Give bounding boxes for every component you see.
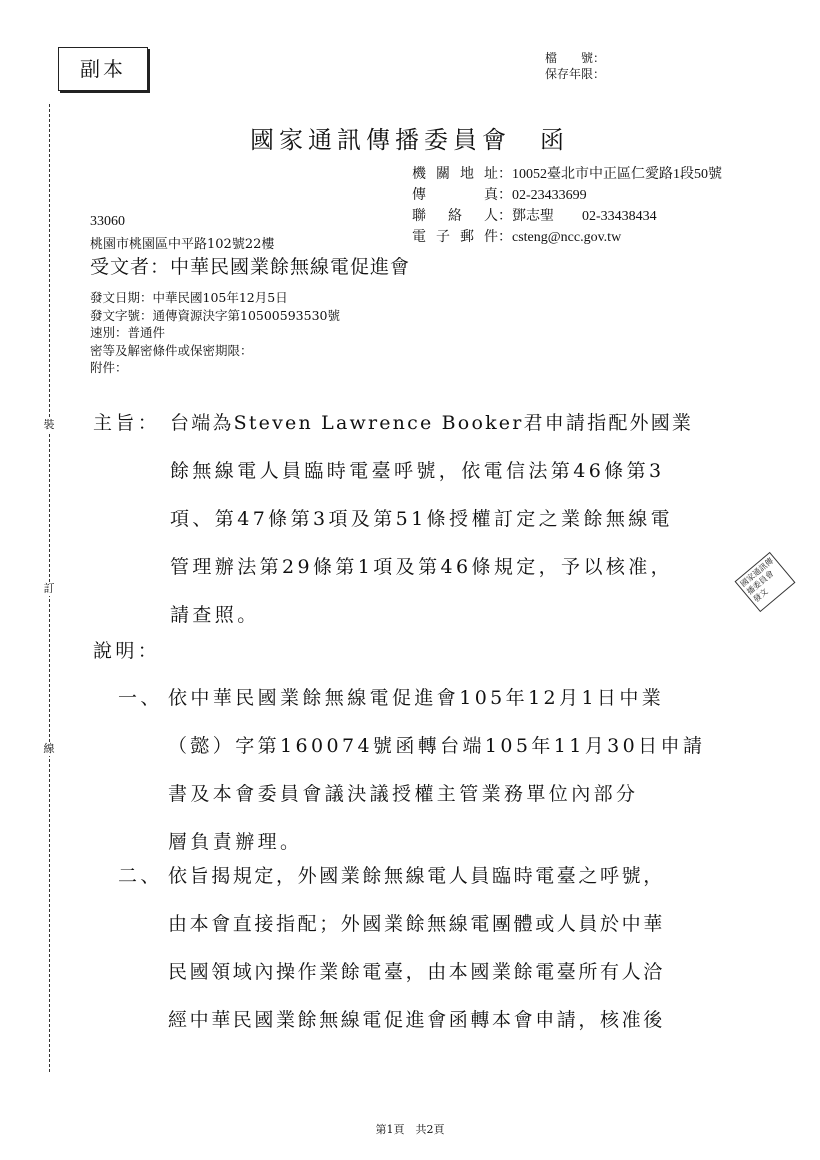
copy-stamp: 副本 (58, 47, 148, 91)
item-2-line-2: 由本會直接指配；外國業餘無線電團體或人員於中華 (168, 913, 665, 935)
address-value: 10052臺北市中正區仁愛路1段50號 (512, 167, 722, 182)
binding-mark-ding: 訂 (43, 582, 55, 595)
item-1-line-4: 層負責辦理。 (168, 831, 303, 853)
subject-line-4: 管理辦法第29條第1項及第46條規定，予以核准， (170, 556, 674, 578)
attachment: 附件： (90, 360, 128, 375)
subject-line-5: 請查照。 (170, 604, 260, 626)
document-number: 發文字號：通傳資源決字第10500593530號 (90, 307, 340, 323)
file-info (545, 50, 605, 82)
document-meta (90, 289, 340, 377)
item-1-line-2: （懿）字第160074號函轉台端105年11月30日申請 (168, 735, 706, 757)
subject-line-1: 台端為Steven Lawrence Booker君申請指配外國業 (170, 412, 694, 434)
item-1-number: 一、 (118, 687, 163, 709)
item-2-line-4: 經中華民國業餘無線電促進會函轉本會申請，核准後 (168, 1009, 665, 1031)
file-no-label: 檔 號： (545, 51, 606, 65)
item-1-line-1: 依中華民國業餘無線電促進會105年12月1日中業 (168, 687, 665, 709)
item-2-line-3: 民國領域內操作業餘電臺，由本國業餘電臺所有人洽 (168, 961, 665, 983)
speed-class: 速別：普通件 (90, 325, 166, 340)
subject-line-3: 項、第47條第3項及第51條授權訂定之業餘無線電 (170, 508, 674, 530)
explanation-label: 說明： (93, 640, 161, 662)
binding-mark-xian: 線 (43, 742, 55, 755)
document-title: 國家通訊傳播委員會 函 (250, 126, 569, 154)
binding-mark-zhuang: 裝 (43, 418, 55, 431)
subject-label: 主旨： (93, 412, 161, 434)
item-1-line-3: 書及本會委員會議決議授權主管業務單位內部分 (168, 783, 639, 805)
agency-info: 機關地址：10052臺北市中正區仁愛路1段50號 傳真：02-23433699 聯絡人：鄧志聖 02-33438434 電子郵件：csteng@ncc.gov.tw (412, 166, 722, 245)
subject-line-2: 餘無線電人員臨時電臺呼號，依電信法第46條第3 (170, 460, 665, 482)
security-level: 密等及解密條件或保密期限： (90, 342, 253, 358)
page-footer: 第1頁 共2頁 (375, 1123, 445, 1136)
fax-value: 02-23433699 (512, 188, 587, 203)
recipient-zip: 33060 (90, 214, 125, 229)
email-value: csteng@ncc.gov.tw (512, 230, 622, 245)
recipient: 受文者：中華民國業餘無線電促進會 (90, 256, 411, 278)
email-label: 電子郵件 (412, 229, 498, 245)
issue-date: 發文日期：中華民國105年12月5日 (90, 290, 288, 305)
recipient-address: 桃園市桃園區中平路102號22樓 (90, 237, 275, 252)
retention-label: 保存年限： (545, 67, 606, 81)
item-2-number: 二、 (118, 865, 163, 887)
receipt-stamp: 國家通訊傳播委員會 發文 (735, 552, 796, 612)
contact-label: 聯絡人 (412, 208, 498, 224)
fax-label: 傳真 (412, 187, 498, 203)
contact-value: 鄧志聖 02-33438434 (512, 209, 657, 224)
item-2-line-1: 依旨揭規定，外國業餘無線電人員臨時電臺之呼號， (168, 865, 665, 887)
address-label: 機關地址 (412, 166, 498, 182)
